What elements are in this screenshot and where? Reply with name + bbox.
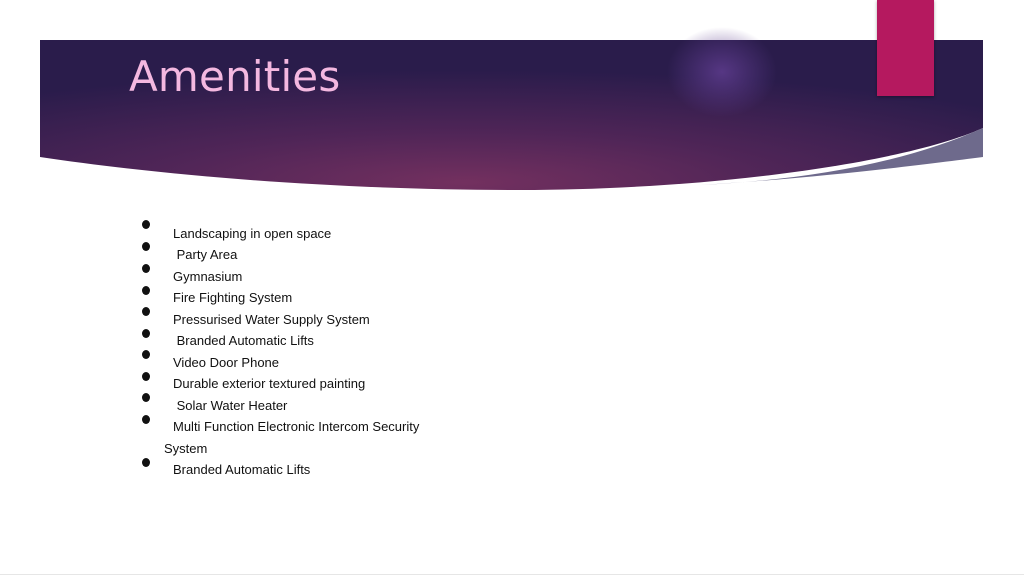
bullet-icon — [142, 307, 150, 316]
list-item-continuation: System — [164, 441, 208, 456]
bullet-icon — [142, 415, 150, 424]
list-item: Fire Fighting System — [173, 290, 293, 305]
bullet-icon — [142, 220, 150, 229]
list-item: Video Door Phone — [173, 355, 280, 370]
bullet-icon — [142, 286, 150, 295]
list-item: Party Area — [173, 247, 238, 262]
slide-title: Amenities — [129, 52, 341, 101]
bullet-icon — [142, 458, 150, 467]
bullet-icon — [142, 393, 150, 402]
bullet-icon — [142, 372, 150, 381]
list-item: Multi Function Electronic Intercom Security — [173, 419, 420, 434]
list-item: Solar Water Heater — [173, 398, 288, 413]
list-item: Branded Automatic Lifts — [173, 462, 311, 477]
list-item: Landscaping in open space — [173, 226, 332, 241]
bullet-icon — [142, 350, 150, 359]
bullet-icon — [142, 242, 150, 251]
list-item: Durable exterior textured painting — [173, 376, 366, 391]
list-item: Branded Automatic Lifts — [173, 333, 314, 348]
bullet-icon — [142, 264, 150, 273]
list-item: Gymnasium — [173, 269, 243, 284]
list-item: Pressurised Water Supply System — [173, 312, 370, 327]
divider — [0, 574, 1024, 575]
bullet-icon — [142, 329, 150, 338]
